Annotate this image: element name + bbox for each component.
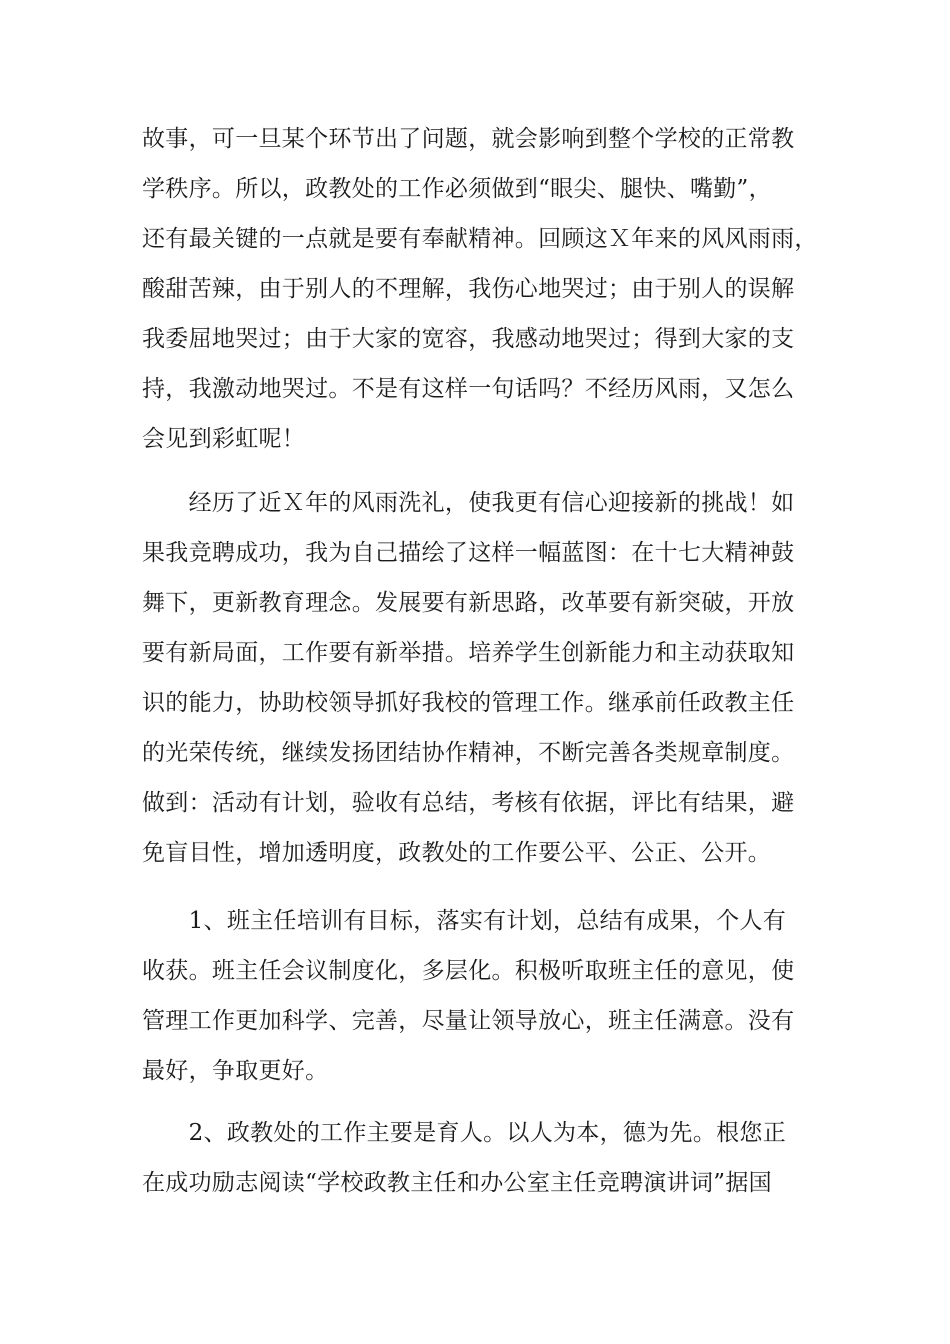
text-line: 酸甜苦辣，由于别人的不理解，我伤心地哭过；由于别人的误解 (142, 276, 795, 302)
text-line: 会见到彩虹呢！ (142, 426, 306, 452)
text-line: 收获。班主任会议制度化，多层化。积极听取班主任的意见，使 (142, 958, 795, 984)
text-line: 在成功励志阅读“学校政教主任和办公室主任竞聘演讲词”据国 (142, 1170, 772, 1196)
text-line: 2、政教处的工作主要是育人。以人为本，德为先。根您正 (142, 1120, 787, 1146)
paragraph-4 (142, 1108, 822, 1208)
text-line: 识的能力，协助校领导抓好我校的管理工作。继承前任政教主任 (142, 690, 795, 716)
text-line: 要有新局面，工作要有新举措。培养学生创新能力和主动获取知 (142, 640, 795, 666)
paragraph-3 (142, 896, 822, 1096)
text-line: 的光荣传统，继续发扬团结协作精神，不断完善各类规章制度。 (142, 740, 795, 766)
text-line: 持，我激动地哭过。不是有这样一句话吗？不经历风雨，又怎么 (142, 376, 795, 402)
text-line: 经历了近Ｘ年的风雨洗礼，使我更有信心迎接新的挑战！如 (142, 490, 795, 516)
paragraph-1 (142, 114, 822, 464)
text-line: 1、班主任培训有目标，落实有计划，总结有成果，个人有 (142, 908, 787, 934)
text-line: 舞下，更新教育理念。发展要有新思路，改革要有新突破，开放 (142, 590, 795, 616)
text-line: 还有最关键的一点就是要有奉献精神。回顾这Ｘ年来的风风雨雨， (142, 226, 818, 252)
text-line: 免盲目性，增加透明度，政教处的工作要公平、公正、公开。 (142, 840, 772, 866)
text-line: 我委屈地哭过；由于大家的宽容，我感动地哭过；得到大家的支 (142, 326, 795, 352)
paragraph-2 (142, 478, 822, 878)
text-line: 果我竞聘成功，我为自己描绘了这样一幅蓝图：在十七大精神鼓 (142, 540, 795, 566)
text-line: 学秩序。所以，政教处的工作必须做到“眼尖、腿快、嘴勤”， (142, 176, 772, 202)
text-line: 管理工作更加科学、完善，尽量让领导放心，班主任满意。没有 (142, 1008, 795, 1034)
text-line: 最好，争取更好。 (142, 1058, 329, 1084)
text-line: 故事，可一旦某个环节出了问题，就会影响到整个学校的正常教 (142, 126, 795, 152)
text-line: 做到：活动有计划，验收有总结，考核有依据，评比有结果，避 (142, 790, 795, 816)
